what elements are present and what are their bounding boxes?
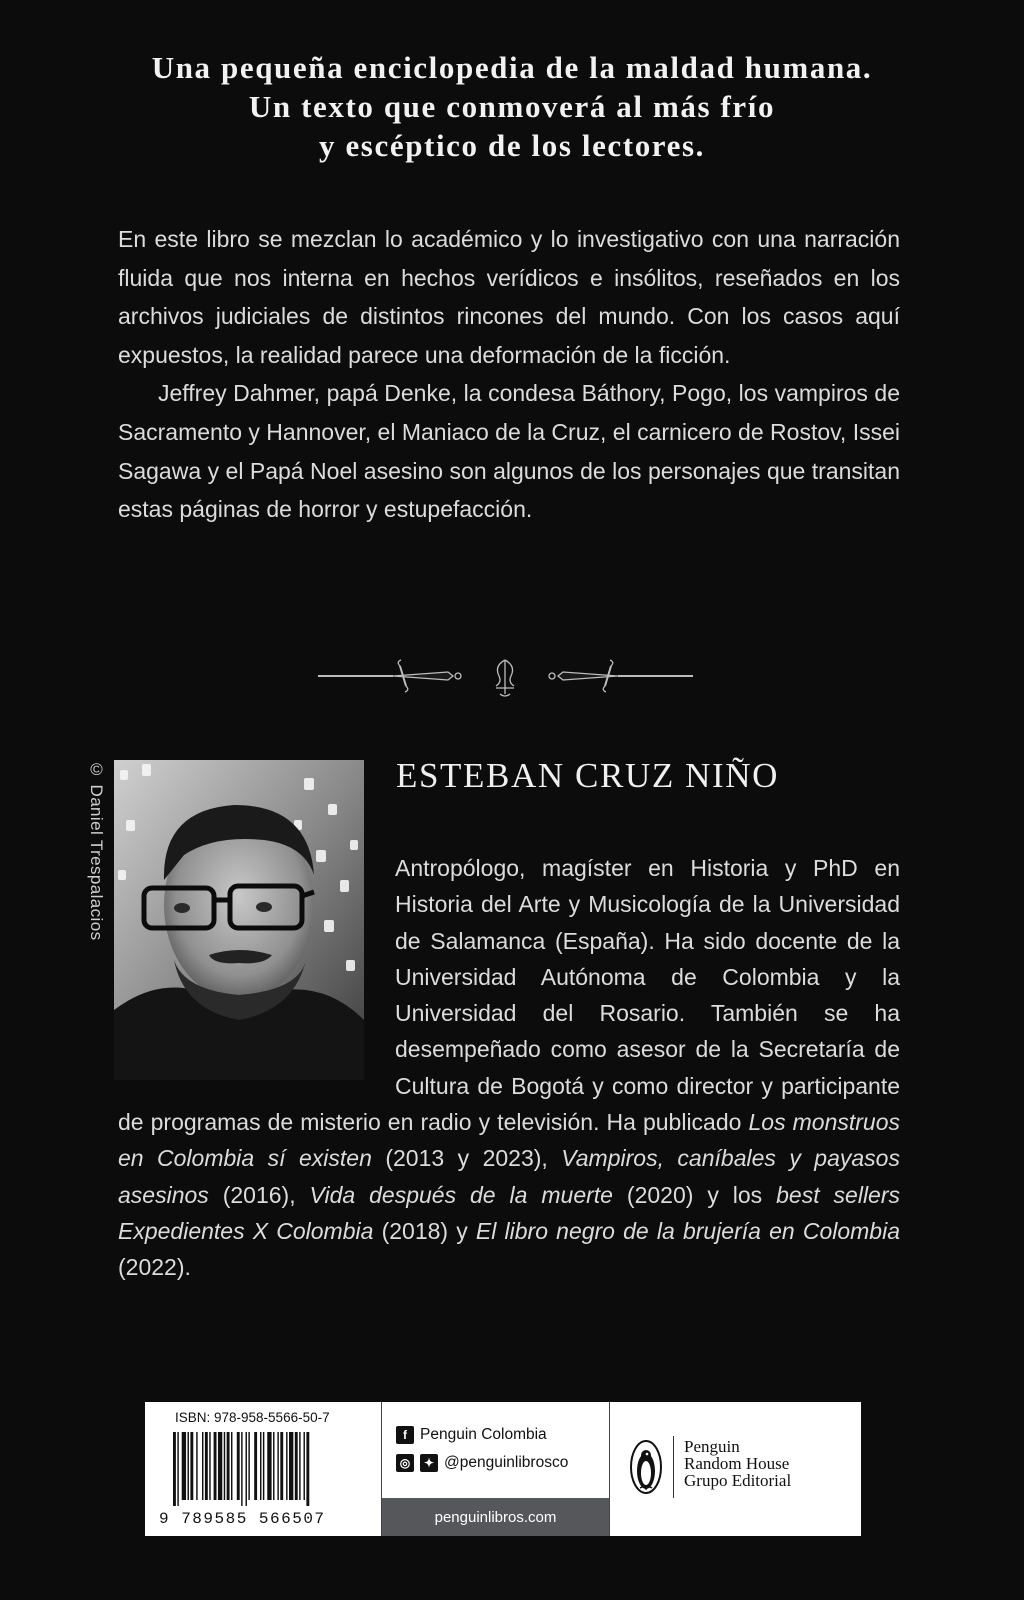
bio-text-4: (2020) y los bbox=[612, 1181, 777, 1208]
publisher-name bbox=[684, 1438, 791, 1489]
barcode-bar bbox=[218, 1432, 222, 1500]
tagline-line-2: Un texto que conmoverá al más frío bbox=[248, 89, 776, 124]
barcode-bar bbox=[202, 1432, 203, 1500]
book-title-4: Expedientes X Colombia bbox=[118, 1217, 374, 1244]
barcode-bar bbox=[188, 1432, 189, 1500]
twitter-icon: ✦ bbox=[420, 1454, 438, 1472]
publisher-line-2: Random House bbox=[684, 1454, 790, 1473]
barcode-bar bbox=[289, 1432, 293, 1500]
barcode-bar bbox=[196, 1432, 197, 1500]
barcode-bar bbox=[209, 1432, 210, 1500]
barcode-bar bbox=[286, 1432, 287, 1500]
facebook-icon: f bbox=[396, 1426, 414, 1444]
penguin-icon bbox=[628, 1438, 664, 1496]
author-name: ESTEBAN CRUZ NIÑO bbox=[396, 756, 780, 795]
book-title-5: El libro negro de la brujería en Colombia bbox=[475, 1217, 900, 1244]
barcode-bar bbox=[241, 1432, 242, 1506]
barcode-bar bbox=[248, 1432, 249, 1500]
barcode-bar bbox=[237, 1432, 240, 1500]
barcode-bar bbox=[273, 1432, 274, 1500]
publisher-panel bbox=[610, 1402, 861, 1536]
website-link[interactable]: penguinlibros.com bbox=[382, 1498, 609, 1536]
bio-text-2: (2013 y 2023), bbox=[371, 1145, 562, 1172]
author-bio bbox=[118, 850, 900, 1286]
barcode-bar bbox=[231, 1432, 232, 1500]
barcode-bar bbox=[190, 1432, 193, 1500]
instagram-icon: ◎ bbox=[396, 1454, 414, 1472]
photo-credit: © Daniel Trespalacios bbox=[87, 760, 106, 941]
barcode-bar bbox=[224, 1432, 225, 1500]
social-panel bbox=[382, 1402, 610, 1536]
ornament-divider bbox=[318, 652, 693, 700]
barcode-bar bbox=[295, 1432, 298, 1500]
publisher-line-1: Penguin bbox=[684, 1437, 740, 1456]
barcode-strip bbox=[145, 1402, 861, 1536]
book-title-3: Vida después de la muerte bbox=[309, 1181, 613, 1208]
barcode-bar bbox=[299, 1432, 300, 1500]
facebook-row[interactable] bbox=[396, 1426, 547, 1444]
synopsis-paragraph-2: Jeffrey Dahmer, papá Denke, la condesa Báthory, Pogo, los vampiros de Sacramento y Hannover, el Maniaco de la Cruz, el carnicero de Rostov, Issei Sagawa y el Papá Noel asesino son algunos de los personajes que transitan estas páginas de horror y estupefacción. bbox=[118, 380, 900, 523]
barcode-bar bbox=[277, 1432, 278, 1500]
book-title-2: Vampiros, caníbales y payasos asesinos bbox=[118, 1145, 900, 1208]
barcode-bar bbox=[173, 1432, 176, 1506]
photo-wrap-spacer bbox=[118, 850, 395, 1104]
barcode-bar bbox=[177, 1432, 178, 1506]
bio-text-7: (2018) y bbox=[373, 1217, 476, 1244]
barcode-bar bbox=[267, 1432, 271, 1500]
book-title-1: Los monstruos en Colombia sí existen bbox=[118, 1109, 900, 1172]
isbn-label: ISBN: 978-958-5566-50-7 bbox=[175, 1410, 330, 1425]
barcode-bar bbox=[214, 1432, 217, 1500]
bio-text-3: (2016), bbox=[208, 1181, 310, 1208]
synopsis bbox=[118, 220, 900, 529]
barcode-bar bbox=[263, 1432, 264, 1500]
barcode-bar bbox=[260, 1432, 261, 1500]
barcode-bar bbox=[306, 1432, 309, 1506]
tagline bbox=[0, 48, 1024, 165]
barcode-bar bbox=[304, 1432, 305, 1500]
barcode-panel bbox=[145, 1402, 382, 1536]
synopsis-paragraph-1: En este libro se mezclan lo académico y lo investigativo con una narración fluida que nos interna en hechos verídicos e insólitos, reseñados en los archivos judiciales de distintos rincones del mundo. Con los casos aquí expuestos, la realidad parece una deformación de la ficción. bbox=[118, 226, 900, 368]
barcode-bars bbox=[173, 1432, 363, 1506]
barcode-bar bbox=[280, 1432, 283, 1500]
handle-row[interactable] bbox=[396, 1454, 568, 1472]
bio-text-1: Antropólogo, magíster en Historia y PhD en Historia del Arte y Musicología de la Universidad de Salamanca (España). Ha sido docente de la Universidad Autónoma de Colombia y la Universidad del Rosario. También se ha desempeñado como asesor de la Secretaría de Cultura de Bogotá y como director y participante de programas de misterio en radio y televisión. Ha publicado bbox=[118, 855, 900, 1136]
barcode-bar bbox=[182, 1432, 186, 1500]
barcode-bar bbox=[246, 1432, 247, 1506]
publisher-divider bbox=[673, 1436, 674, 1498]
tagline-line-3: y escéptico de los lectores. bbox=[319, 128, 705, 163]
facebook-label: Penguin Colombia bbox=[420, 1426, 547, 1443]
social-handle: @penguinlibrosco bbox=[444, 1454, 569, 1471]
bio-best-sellers: best sellers bbox=[776, 1181, 901, 1208]
publisher-line-3: Grupo Editorial bbox=[684, 1471, 792, 1490]
barcode-bar bbox=[227, 1432, 230, 1500]
tagline-line-1: Una pequeña enciclopedia de la maldad humana. bbox=[151, 50, 873, 85]
barcode-bar bbox=[205, 1432, 208, 1500]
barcode-bar bbox=[254, 1432, 257, 1500]
bio-text-8: (2022). bbox=[118, 1254, 191, 1281]
barcode-digits: 9 789585 566507 bbox=[159, 1510, 326, 1528]
